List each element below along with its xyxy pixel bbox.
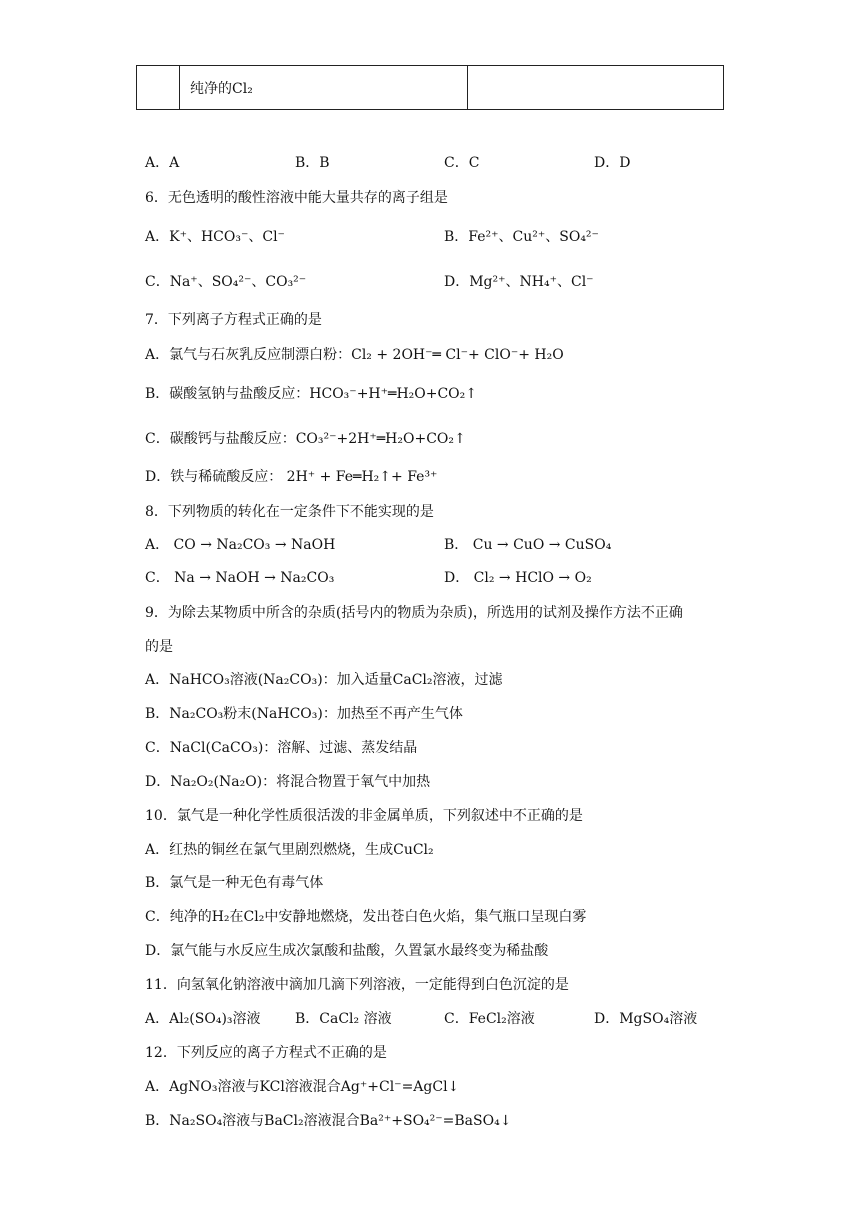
- q9-option-d: D．Na₂O₂(Na₂O)：将混合物置于氧气中加热: [145, 774, 431, 790]
- table-cell-empty: [137, 66, 180, 109]
- q8-option-c: C． Na → NaOH → Na₂CO₃: [145, 570, 335, 586]
- q9-stem-line1: 9．为除去某物质中所含的杂质(括号内的物质为杂质)，所选用的试剂及操作方法不正确: [145, 605, 683, 621]
- q9-option-c: C．NaCl(CaCO₃)：溶解、过滤、蒸发结晶: [145, 740, 418, 756]
- q12-option-a: A．AgNO₃溶液与KCl溶液混合Ag⁺+Cl⁻=AgCl↓: [145, 1079, 460, 1095]
- q11-option-c: C．FeCl₂溶液: [444, 1011, 535, 1027]
- q6-stem: 6．无色透明的酸性溶液中能大量共存的离子组是: [145, 190, 448, 206]
- q10-option-b: B．氯气是一种无色有毒气体: [145, 875, 324, 891]
- q12-option-b: B．Na₂SO₄溶液与BaCl₂溶液混合Ba²⁺+SO₄²⁻=BaSO₄↓: [145, 1113, 512, 1129]
- q5-option-d: D．D: [594, 155, 631, 171]
- q11-option-b: B．CaCl₂ 溶液: [295, 1011, 392, 1027]
- q8-option-d: D． Cl₂ → HClO → O₂: [444, 570, 592, 586]
- q10-option-d: D．氯气能与水反应生成次氯酸和盐酸，久置氯水最终变为稀盐酸: [145, 943, 549, 959]
- q11-option-d: D．MgSO₄溶液: [594, 1011, 698, 1027]
- q5-option-a: A．A: [145, 155, 180, 171]
- q9-stem-line2: 的是: [145, 639, 173, 655]
- q7-option-a: A．氯气与石灰乳反应制漂白粉：Cl₂ + 2OH⁻═ Cl⁻+ ClO⁻+ H₂O: [145, 347, 564, 363]
- q10-stem: 10．氯气是一种化学性质很活泼的非金属单质，下列叙述中不正确的是: [145, 808, 583, 824]
- q7-option-d: D．铁与稀硫酸反应： 2H⁺ + Fe═H₂↑+ Fe³⁺: [145, 469, 438, 485]
- q11-option-a: A．Al₂(SO₄)₃溶液: [145, 1011, 261, 1027]
- table-cell-label: [180, 66, 468, 109]
- table-cell-blank: [468, 66, 723, 109]
- q10-option-a: A．红热的铜丝在氯气里剧烈燃烧，生成CuCl₂: [145, 842, 434, 858]
- q11-stem: 11．向氢氧化钠溶液中滴加几滴下列溶液，一定能得到白色沉淀的是: [145, 977, 569, 993]
- q10-option-c: C．纯净的H₂在Cl₂中安静地燃烧，发出苍白色火焰，集气瓶口呈现白雾: [145, 909, 587, 925]
- q9-option-b: B．Na₂CO₃粉末(NaHCO₃)：加热至不再产生气体: [145, 706, 463, 722]
- q6-option-a: A．K⁺、HCO₃⁻、Cl⁻: [145, 229, 285, 245]
- q7-option-b: B．碳酸氢钠与盐酸反应：HCO₃⁻+H⁺═H₂O+CO₂↑: [145, 386, 478, 402]
- q6-option-b: B．Fe²⁺、Cu²⁺、SO₄²⁻: [444, 229, 599, 245]
- q5-option-c: C．C: [444, 155, 480, 171]
- q12-stem: 12．下列反应的离子方程式不正确的是: [145, 1045, 387, 1061]
- q9-option-a: A．NaHCO₃溶液(Na₂CO₃)：加入适量CaCl₂溶液，过滤: [145, 672, 503, 688]
- q6-option-c: C．Na⁺、SO₄²⁻、CO₃²⁻: [145, 274, 307, 290]
- q8-option-a: A． CO → Na₂CO₃ → NaOH: [145, 537, 336, 553]
- q6-option-d: D．Mg²⁺、NH₄⁺、Cl⁻: [444, 274, 594, 290]
- q8-stem: 8．下列物质的转化在一定条件下不能实现的是: [145, 504, 434, 520]
- q7-stem: 7．下列离子方程式正确的是: [145, 312, 322, 328]
- table-row-label: 纯净的Cl₂: [190, 80, 253, 97]
- q7-option-c: C．碳酸钙与盐酸反应：CO₃²⁻+2H⁺═H₂O+CO₂↑: [145, 431, 466, 447]
- answer-table-row: [136, 65, 724, 110]
- q8-option-b: B． Cu → CuO → CuSO₄: [444, 537, 612, 553]
- q5-option-b: B．B: [295, 155, 330, 171]
